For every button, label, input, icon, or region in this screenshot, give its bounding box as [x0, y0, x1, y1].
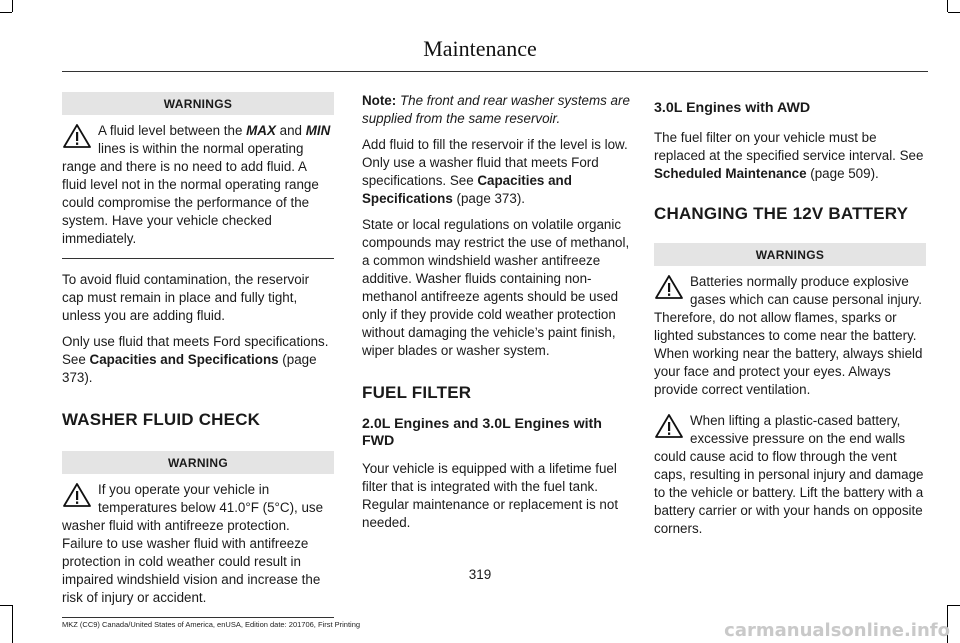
- page-number: 319: [468, 567, 492, 582]
- paragraph: To avoid fluid contamination, the reservoir cap must remain in place and fully tight, unless you are adding fluid.: [62, 272, 310, 323]
- watermark: carmanualsonline.info: [724, 620, 950, 641]
- cross-reference-link[interactable]: Scheduled Maintenance: [654, 166, 807, 181]
- cross-reference-link[interactable]: Capacities and Specifications: [89, 352, 279, 367]
- warning-triangle-icon: [654, 274, 684, 300]
- paragraph: Your vehicle is equipped with a lifetime fuel filter that is integrated with the fuel tank. Regular maintenance or replacement is not needed.: [362, 461, 619, 530]
- section-heading: FUEL FILTER: [362, 383, 472, 402]
- warning-text: A fluid level between the MAX and MIN lines is within the normal operating range and there is no need to add fluid. A fluid level not in the normal operating range could compromise the performance of the system. Have your vehicle checked immediately.: [62, 123, 331, 246]
- warning-triangle-icon: [62, 482, 92, 508]
- warning-block: [654, 270, 926, 399]
- crop-mark: [0, 12, 12, 13]
- warning-text: If you operate your vehicle in temperatures below 41.0°F (5°C), use washer fluid with antifreeze protection. Failure to use washer fluid with antifreeze protection in cold weather could result in impaired windshield vision and increase the risk of injury or accident.: [62, 482, 324, 605]
- warning-triangle-icon: [62, 123, 92, 149]
- paragraph: Only use fluid that meets Ford specifications. See Capacities and Specifications (page 373).: [62, 334, 329, 385]
- subsection-heading: 2.0L Engines and 3.0L Engines with FWD: [362, 416, 602, 449]
- section-heading: CHANGING THE 12V BATTERY: [654, 204, 909, 223]
- left-column: [62, 92, 334, 630]
- crop-mark: [12, 0, 13, 12]
- note: Note: The front and rear washer systems are supplied from the same reservoir.: [362, 93, 630, 126]
- warning-text: When lifting a plastic-cased battery, excessive pressure on the end walls could cause acid to flow through the vent caps, resulting in personal injury and damage to the vehicle or battery. Lift the battery with a battery carrier or with your hands on opposite corners.: [654, 413, 924, 536]
- page-title: Maintenance: [423, 36, 537, 61]
- crop-mark: [948, 12, 960, 13]
- warning-end-rule: [62, 617, 334, 618]
- crop-mark: [0, 605, 12, 606]
- right-column: [654, 92, 926, 548]
- warning-block: [62, 478, 334, 607]
- section-heading: WASHER FLUID CHECK: [62, 410, 261, 429]
- header-divider: [62, 71, 928, 72]
- paragraph: Add fluid to fill the reservoir if the level is low. Only use a washer fluid that meets Ford specifications. See Capacities and Specifications (page 373).: [362, 137, 628, 206]
- cross-reference-link[interactable]: Capacities and Specifications: [362, 173, 572, 206]
- warning-heading: WARNING: [62, 451, 334, 474]
- warning-triangle-icon: [654, 413, 684, 439]
- paragraph: The fuel filter on your vehicle must be replaced at the specified service interval. See Scheduled Maintenance (page 509).: [654, 130, 924, 181]
- crop-mark: [947, 0, 948, 12]
- warning-block: [654, 409, 926, 538]
- warning-text: Batteries normally produce explosive gases which can cause personal injury. Therefore, do not allow flames, sparks or lighted substances to come near the battery. When working near the battery, always shield your face and protect your eyes. Always provide correct ventilation.: [654, 274, 923, 397]
- paragraph: State or local regulations on volatile organic compounds may restrict the use of methanol, a common windshield washer antifreeze additive. Washer fluids containing non-methanol antifreeze agents should be used only if they provide cold weather protection without damaging the vehicle’s paint finish, wiper blades or washer system.: [362, 217, 630, 358]
- warnings-heading: WARNINGS: [62, 92, 334, 115]
- warnings-heading: WARNINGS: [654, 243, 926, 266]
- warning-block: [62, 119, 334, 248]
- crop-mark: [12, 605, 13, 643]
- middle-column: [362, 92, 634, 540]
- footer-edition-info: MKZ (CC9) Canada/United States of America, enUSA, Edition date: 201706, First Printing: [62, 620, 361, 629]
- subsection-heading: 3.0L Engines with AWD: [654, 100, 811, 116]
- warning-end-rule: [62, 258, 334, 259]
- crop-mark: [948, 605, 960, 606]
